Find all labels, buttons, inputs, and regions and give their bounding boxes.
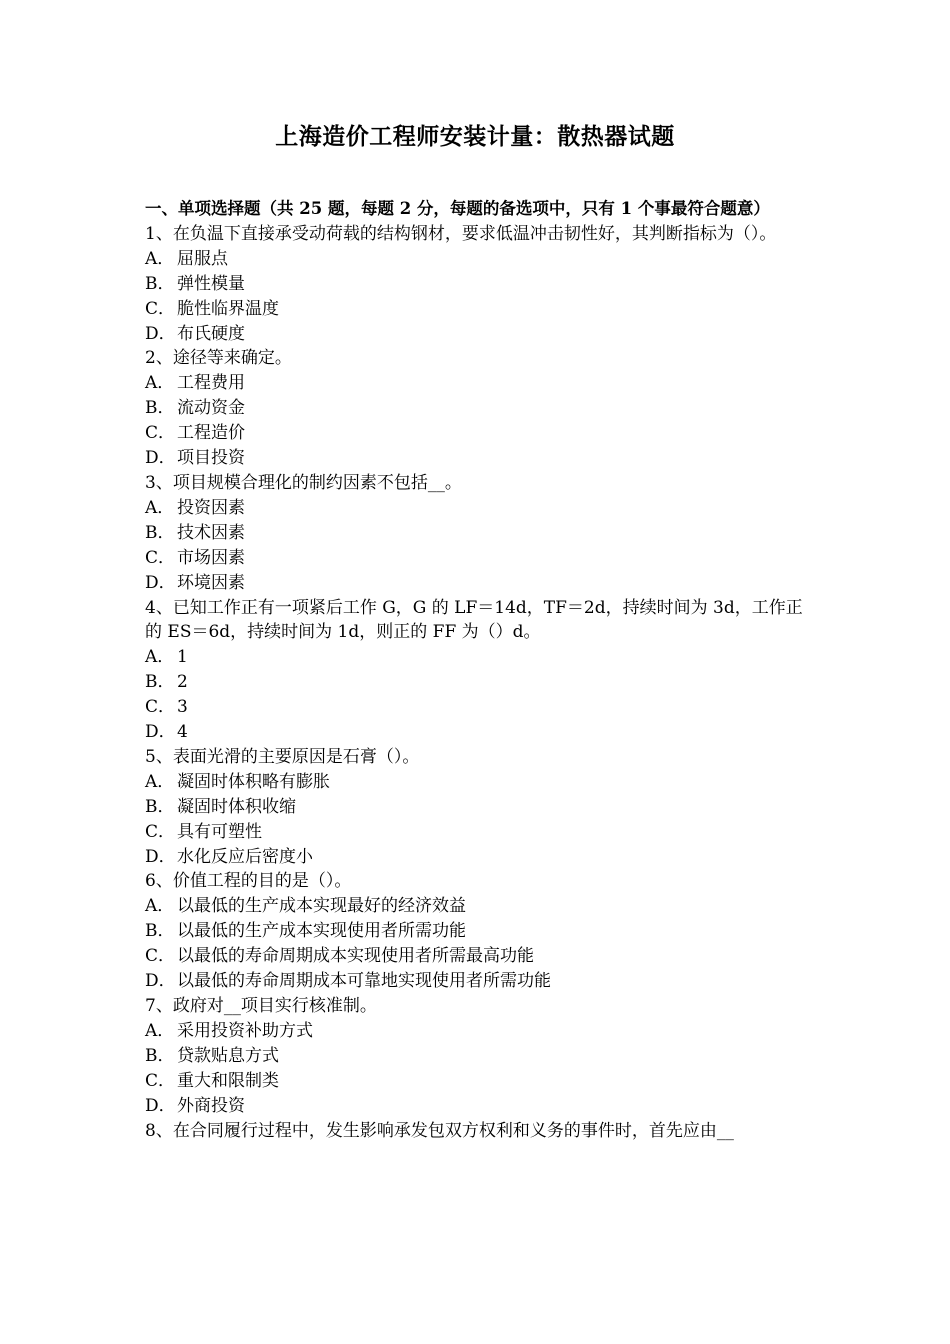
option-letter: A． <box>145 248 175 269</box>
option-c <box>145 944 810 969</box>
option-text: 3 <box>177 697 188 718</box>
option-letter: C． <box>145 547 176 568</box>
option-text: 凝固时体积收缩 <box>177 796 296 817</box>
option-letter: C． <box>145 821 176 842</box>
option-letter: A． <box>145 497 175 518</box>
question-stem: 8、在合同履行过程中，发生影响承发包双方权利和义务的事件时，首先应由__ <box>145 1120 734 1141</box>
option-letter: B． <box>145 398 175 419</box>
option-d <box>145 571 810 596</box>
section-heading: 一、单项选择题（共 25 题，每题 2 分，每题的备选项中，只有 1 个事最符合题意） <box>145 199 770 218</box>
option-text: 流动资金 <box>177 398 245 419</box>
question-3 <box>145 471 810 596</box>
option-text: 4 <box>177 722 188 743</box>
question-stem: 4、已知工作正有一项紧后工作 G，G 的 LF＝14d，TF＝2d，持续时间为 3d，工作正的 ES＝6d，持续时间为 1d，则正的 FF 为（）d。 <box>145 597 803 643</box>
option-letter: B． <box>145 921 175 942</box>
option-letter: D． <box>145 971 176 992</box>
option-a <box>145 371 810 396</box>
option-a <box>145 496 810 521</box>
option-text: 环境因素 <box>177 572 245 593</box>
option-text: 具有可塑性 <box>177 821 262 842</box>
question-stem: 5、表面光滑的主要原因是石膏（）。 <box>145 746 420 767</box>
option-d <box>145 720 810 745</box>
option-text: 凝固时体积略有膨胀 <box>177 771 330 792</box>
option-letter: A． <box>145 1020 175 1041</box>
page-title: 上海造价工程师安装计量：散热器试题 <box>275 123 675 150</box>
option-c <box>145 297 810 322</box>
option-text: 以最低的寿命周期成本实现使用者所需最高功能 <box>177 946 534 967</box>
option-text: 2 <box>177 672 188 693</box>
option-a <box>145 247 810 272</box>
option-letter: A． <box>145 373 175 394</box>
option-letter: C． <box>145 423 176 444</box>
option-letter: B． <box>145 522 175 543</box>
question-2 <box>145 346 810 471</box>
option-text: 工程造价 <box>177 423 245 444</box>
option-letter: D． <box>145 323 176 344</box>
question-stem: 7、政府对__项目实行核准制。 <box>145 996 377 1016</box>
option-letter: D． <box>145 1095 176 1116</box>
option-letter: C． <box>145 298 176 319</box>
option-b <box>145 521 810 546</box>
option-text: 项目投资 <box>177 448 245 469</box>
option-d <box>145 322 810 347</box>
option-letter: B． <box>145 1045 175 1066</box>
option-a <box>145 894 810 919</box>
option-letter: B． <box>145 273 175 294</box>
option-letter: D． <box>145 572 176 593</box>
question-7 <box>145 994 810 1119</box>
option-b <box>145 1044 810 1069</box>
option-text: 投资因素 <box>177 497 245 518</box>
option-letter: A． <box>145 647 175 668</box>
option-text: 外商投资 <box>177 1095 245 1116</box>
option-d <box>145 446 810 471</box>
question-8 <box>145 1119 810 1144</box>
option-d <box>145 845 810 870</box>
option-letter: B． <box>145 796 175 817</box>
option-b <box>145 396 810 421</box>
option-b <box>145 919 810 944</box>
question-stem: 3、项目规模合理化的制约因素不包括__。 <box>145 472 462 493</box>
option-text: 贷款贴息方式 <box>177 1045 279 1066</box>
option-letter: D． <box>145 722 176 743</box>
option-letter: C． <box>145 946 176 967</box>
option-c <box>145 1069 810 1094</box>
option-letter: A． <box>145 771 175 792</box>
question-stem: 6、价值工程的目的是（）。 <box>145 871 352 892</box>
option-text: 技术因素 <box>177 522 245 543</box>
option-text: 脆性临界温度 <box>177 298 279 319</box>
option-letter: D． <box>145 846 176 867</box>
option-text: 1 <box>177 647 188 668</box>
option-c <box>145 820 810 845</box>
option-a <box>145 770 810 795</box>
option-text: 以最低的寿命周期成本可靠地实现使用者所需功能 <box>177 971 551 992</box>
option-b <box>145 670 810 695</box>
question-stem: 1、在负温下直接承受动荷载的结构钢材，要求低温冲击韧性好，其判断指标为（）。 <box>145 223 777 244</box>
option-a <box>145 645 810 670</box>
option-text: 市场因素 <box>177 547 245 568</box>
option-letter: C． <box>145 1070 176 1091</box>
question-4 <box>145 596 810 745</box>
option-c <box>145 546 810 571</box>
option-text: 工程费用 <box>177 373 245 394</box>
option-text: 屈服点 <box>177 248 228 269</box>
option-a <box>145 1019 810 1044</box>
option-text: 以最低的生产成本实现使用者所需功能 <box>177 921 466 942</box>
option-text: 布氏硬度 <box>177 323 245 344</box>
document-body <box>145 197 810 1143</box>
option-text: 以最低的生产成本实现最好的经济效益 <box>177 896 466 917</box>
option-b <box>145 272 810 297</box>
option-letter: B． <box>145 672 175 693</box>
option-letter: A． <box>145 896 175 917</box>
option-c <box>145 695 810 720</box>
option-letter: C． <box>145 697 176 718</box>
question-1 <box>145 222 810 347</box>
question-5 <box>145 745 810 870</box>
option-d <box>145 969 810 994</box>
option-text: 水化反应后密度小 <box>177 846 313 867</box>
option-text: 采用投资补助方式 <box>177 1020 313 1041</box>
option-letter: D． <box>145 448 176 469</box>
option-c <box>145 421 810 446</box>
option-text: 重大和限制类 <box>177 1070 279 1091</box>
option-d <box>145 1094 810 1119</box>
question-stem: 2、途径等来确定。 <box>145 348 292 369</box>
option-text: 弹性模量 <box>177 273 245 294</box>
question-6 <box>145 869 810 994</box>
option-b <box>145 795 810 820</box>
